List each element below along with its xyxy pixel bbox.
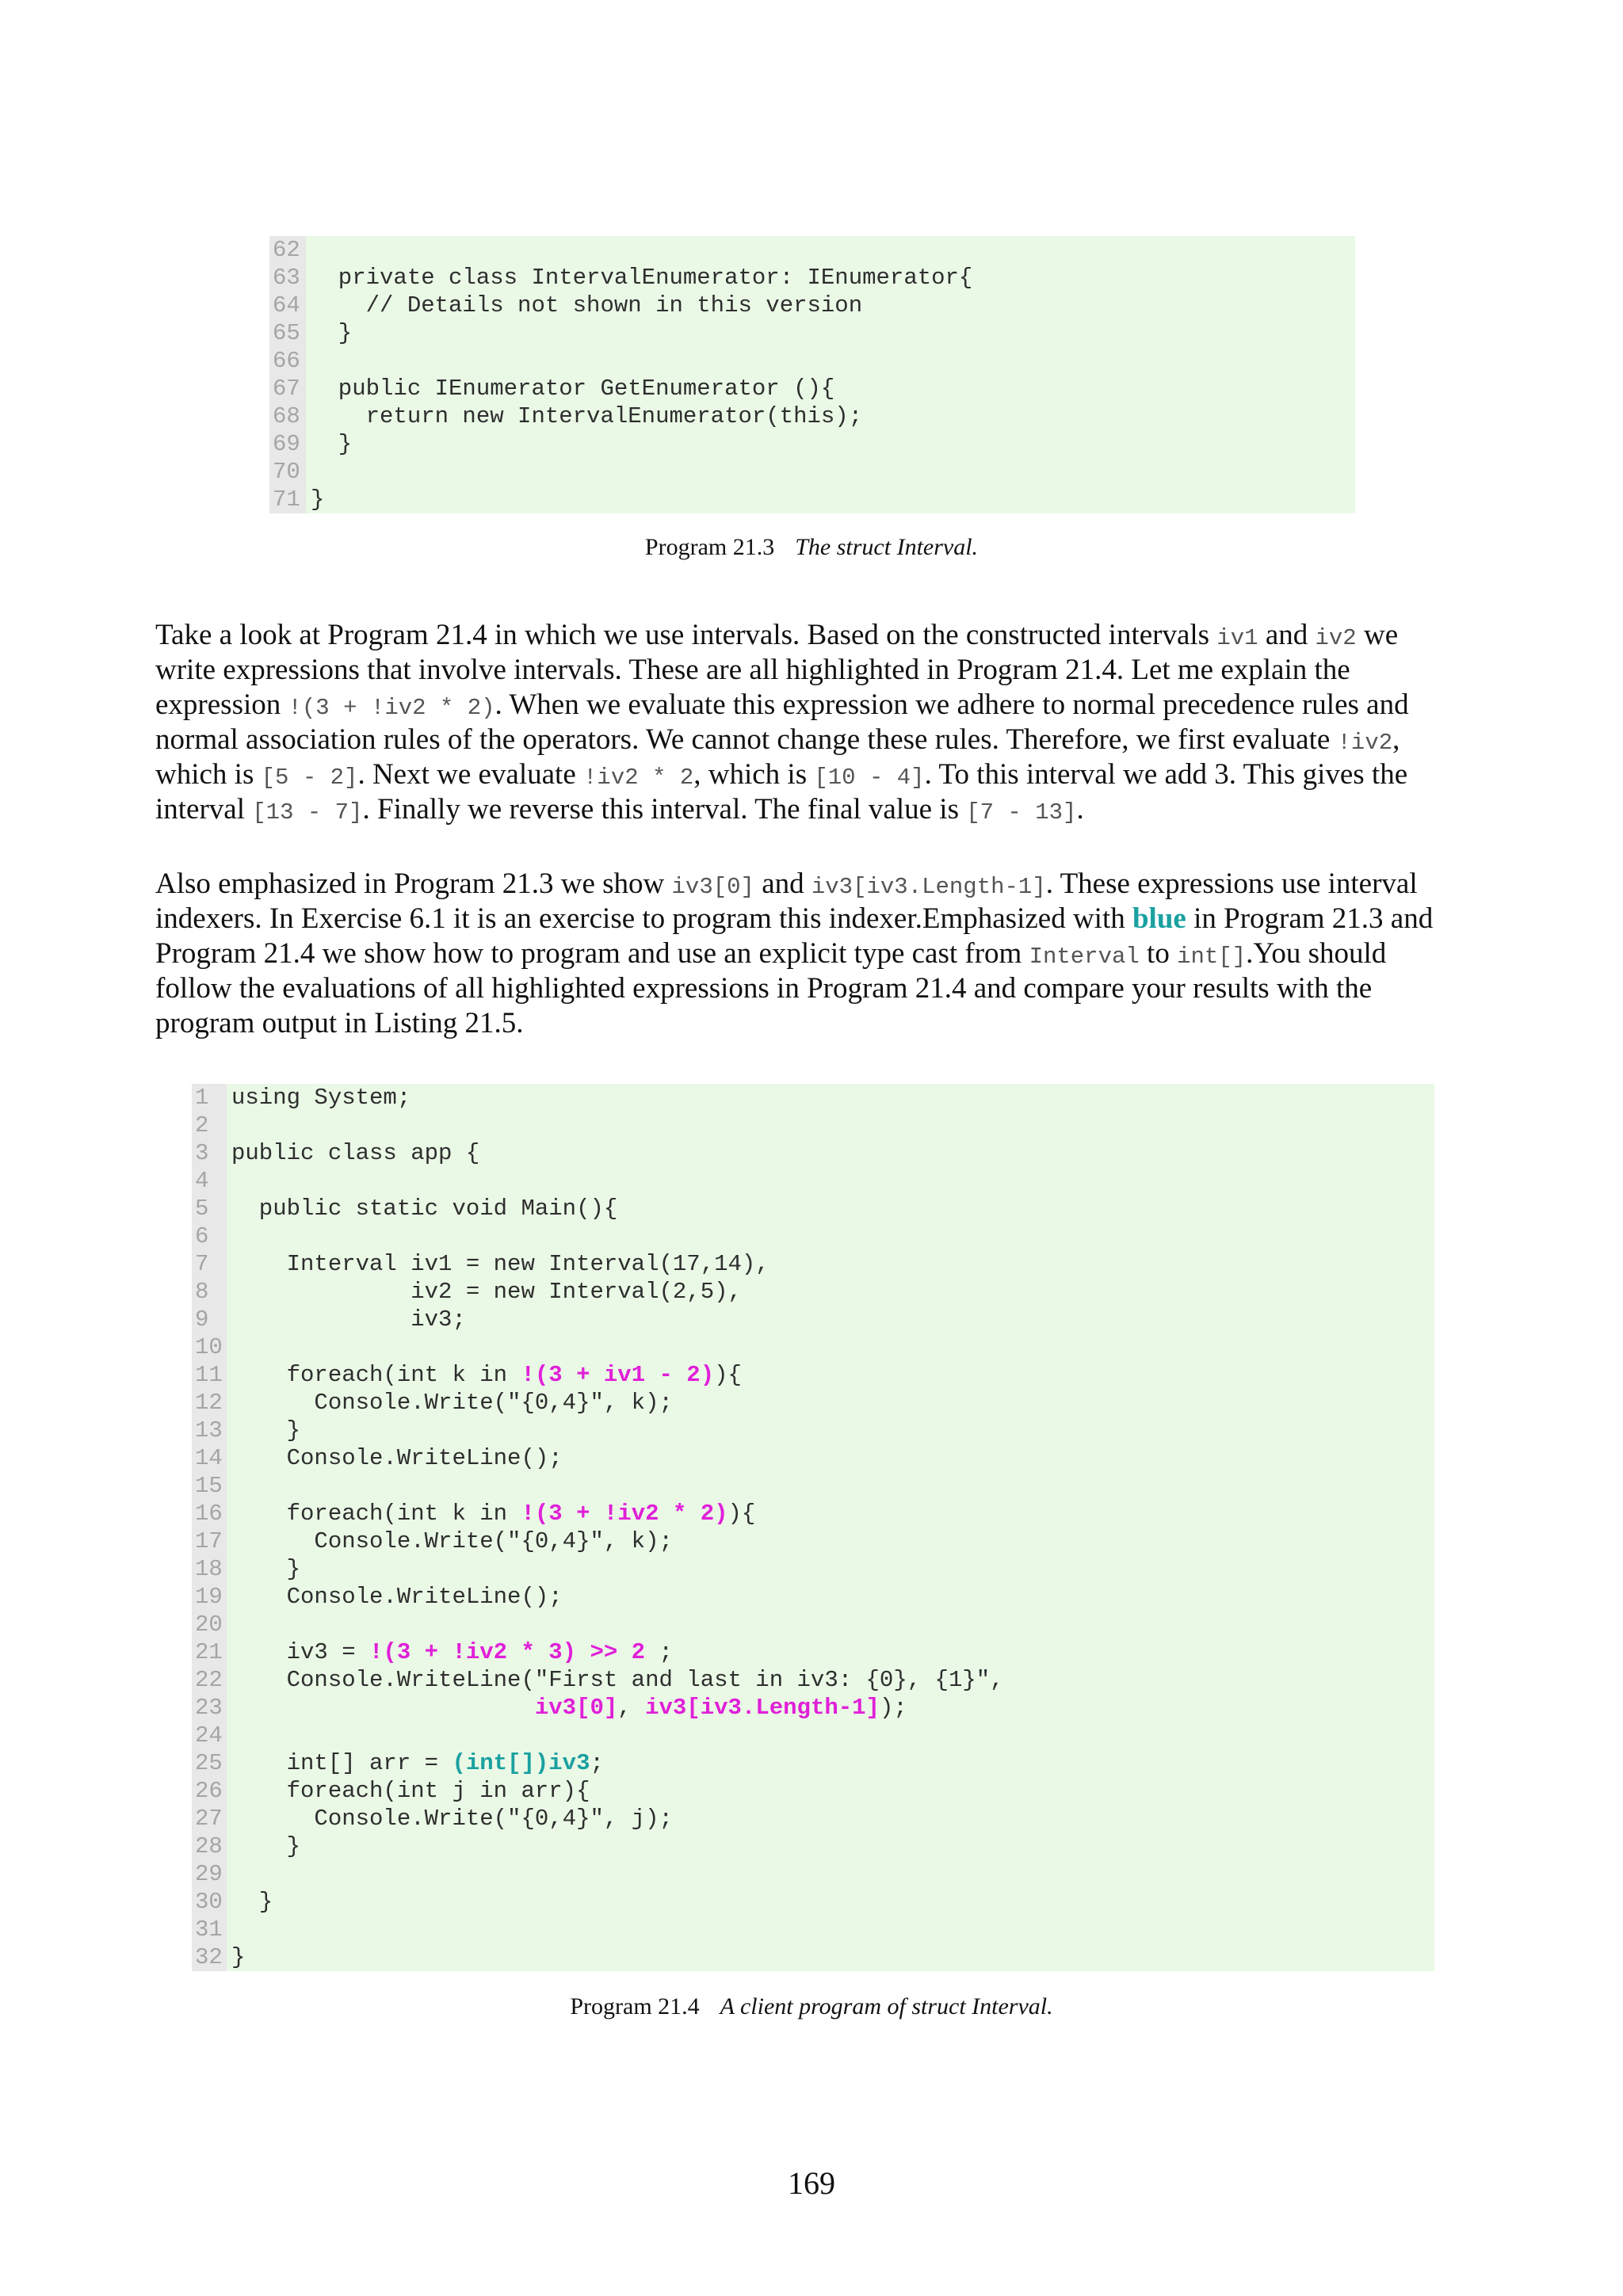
code-line [231,1749,1434,1777]
text-run: expression [155,688,288,721]
code-line [231,1555,1434,1583]
code-text: foreach(int j in arr){ [231,1778,590,1804]
inline-code: Interval [1029,944,1140,970]
line-number: 65 [273,320,300,346]
caption-title: The struct Interval. [795,534,979,560]
code-line [231,1888,1434,1916]
code-line [231,1361,1434,1389]
text-line [155,936,1503,971]
code-text: int[] arr = [231,1750,453,1776]
code-line [311,375,1355,402]
code-text: } [231,1556,301,1582]
highlighted-expression: !(3 + !iv2 * 3) >> 2 [369,1639,646,1665]
text-run: , [1392,723,1400,756]
line-number: 24 [195,1722,223,1749]
line-number: 31 [195,1917,223,1943]
line-number: 29 [195,1861,223,1887]
code-line [231,1611,1434,1638]
line-number: 19 [195,1584,223,1610]
code-line [311,430,1355,458]
code-line [311,319,1355,347]
text-line [155,971,1503,1006]
inline-code: [5 - 2] [261,765,358,791]
code-line [231,1860,1434,1888]
line-number: 2 [195,1112,209,1138]
text-line [155,1006,1503,1041]
program-21-3-code [269,236,1355,513]
code-text: } [311,431,353,457]
text-run: interval [155,793,253,826]
text-run: to [1139,937,1178,970]
code-line [231,1250,1434,1278]
line-number: 27 [195,1806,223,1832]
text-run: . These expressions use interval [1045,868,1418,900]
inline-code: !iv2 [1337,730,1393,756]
code-text: Console.WriteLine(); [231,1445,563,1471]
code-line [231,1167,1434,1195]
line-number: 15 [195,1473,223,1499]
line-numbers [192,1084,227,1971]
line-numbers [269,236,306,513]
line-number: 14 [195,1445,223,1471]
code-text: , [617,1695,646,1721]
code-text: iv3; [231,1306,466,1333]
line-number: 1 [195,1085,209,1111]
inline-code: !(3 + !iv2 * 2) [288,695,495,721]
line-number: 6 [195,1223,209,1249]
line-number: 30 [195,1889,223,1915]
code-text: Console.WriteLine(); [231,1584,563,1610]
code-line [231,1943,1434,1971]
text-run: write expressions that involve intervals. These are all highlighted in Program 21.4. Let me explain the [155,654,1350,686]
text-run: , which is [693,758,815,791]
code-text: ){ [714,1362,742,1388]
inline-code: [7 - 13] [966,799,1077,826]
inline-code: iv3[0] [671,874,754,900]
code-text: } [231,1889,273,1915]
program-21-4-code [192,1084,1434,1971]
code-text: ); [879,1695,907,1721]
code-line [231,1195,1434,1222]
code-line [231,1333,1434,1361]
code-line [231,1805,1434,1833]
inline-code: [10 - 4] [814,765,925,791]
inline-code: !iv2 * 2 [583,765,694,791]
text-line [155,792,1503,827]
text-line [155,902,1503,936]
code-text: } [311,486,325,513]
code-text: public class app { [231,1140,480,1166]
code-text: private class IntervalEnumerator: IEnumerator{ [311,265,973,291]
text-run: . [1076,793,1084,826]
text-run: normal association rules of the operators. We cannot change these rules. Therefore, we first evaluate [155,723,1338,756]
line-number: 17 [195,1528,223,1554]
line-number: 20 [195,1611,223,1638]
text-run: .You should [1246,937,1387,970]
text-run: Program 21.4 we show how to program and use an explicit type cast from [155,937,1029,970]
inline-code: int[] [1177,944,1247,970]
text-run: and [754,868,812,900]
line-number: 7 [195,1251,209,1277]
code-line [311,264,1355,292]
code-line [311,236,1355,264]
code-line [231,1722,1434,1749]
line-number: 32 [195,1944,223,1970]
text-run: follow the evaluations of all highlighted expressions in Program 21.4 and compare your results with the [155,972,1373,1005]
code-line [231,1638,1434,1666]
line-number: 66 [273,348,300,374]
code-line [231,1666,1434,1694]
text-line [155,688,1503,723]
line-number: 69 [273,431,300,457]
code-line [311,347,1355,375]
code-line [311,486,1355,513]
paragraph-1 [155,618,1503,827]
highlighted-expression: !(3 + iv1 - 2) [521,1362,715,1388]
code-line [231,1389,1434,1417]
code-line [231,1444,1434,1472]
code-text: Interval iv1 = new Interval(17,14), [231,1251,769,1277]
caption-label: Program 21.4 [570,1993,700,2019]
code-text: } [231,1417,301,1444]
line-number: 21 [195,1639,223,1665]
code-line [231,1583,1434,1611]
line-number: 11 [195,1362,223,1388]
code-text: Console.WriteLine("First and last in iv3: {0}, {1}", [231,1667,1004,1693]
line-number: 67 [273,376,300,402]
code-text: // Details not shown in this version [311,292,863,318]
line-number: 70 [273,459,300,485]
line-number: 4 [195,1168,209,1194]
text-run: Take a look at Program 21.4 in which we use intervals. Based on the constructed intervals [155,619,1217,651]
code-text [231,1695,535,1721]
code-text: ; [645,1639,673,1665]
line-number: 64 [273,292,300,318]
text-run: in Program 21.3 and [1186,902,1434,935]
code-line [311,402,1355,430]
code-lines [227,1084,1434,1971]
line-number: 26 [195,1778,223,1804]
code-text: foreach(int k in [231,1362,521,1388]
code-line [311,458,1355,486]
program-21-3-caption [0,534,1623,561]
inline-code: [13 - 7] [252,799,363,826]
highlighted-expression: !(3 + !iv2 * 2) [521,1501,728,1527]
code-line [231,1112,1434,1139]
code-text: } [231,1944,246,1970]
line-number: 62 [273,237,300,263]
line-number: 9 [195,1306,209,1333]
text-run: and [1258,619,1316,651]
text-run: . To this interval we add 3. This gives the [924,758,1408,791]
text-run: Also emphasized in Program 21.3 we show [155,868,672,900]
highlighted-expression: iv3[iv3.Length-1] [645,1695,880,1721]
program-21-4-caption [0,1993,1623,2020]
code-text: Console.Write("{0,4}", k); [231,1528,673,1554]
text-line [155,618,1503,653]
text-line [155,757,1503,792]
code-text: iv2 = new Interval(2,5), [231,1279,742,1305]
text-run: we [1356,619,1399,651]
line-number: 22 [195,1667,223,1693]
text-line [155,723,1503,757]
code-line [231,1222,1434,1250]
code-line [231,1306,1434,1333]
code-text: } [231,1833,301,1859]
code-text: ){ [727,1501,756,1527]
code-line [231,1278,1434,1306]
caption-label: Program 21.3 [644,534,775,560]
text-line [155,867,1503,902]
code-line [231,1833,1434,1860]
highlighted-expression: iv3[0] [534,1695,618,1721]
code-text: iv3 = [231,1639,370,1665]
paragraph-2 [155,867,1503,1041]
line-number: 12 [195,1390,223,1416]
code-text: ; [590,1750,604,1776]
line-number: 18 [195,1556,223,1582]
code-line [311,292,1355,319]
line-number: 5 [195,1196,209,1222]
line-number: 63 [273,265,300,291]
code-text: return new IntervalEnumerator(this); [311,403,863,429]
code-text: public static void Main(){ [231,1196,618,1222]
code-lines [306,236,1355,513]
line-number: 68 [273,403,300,429]
text-run: which is [155,758,262,791]
code-text: using System; [231,1085,411,1111]
code-text: } [311,320,353,346]
text-run: . When we evaluate this expression we adhere to normal precedence rules and [495,688,1409,721]
code-line [231,1084,1434,1112]
emphasis-blue: blue [1132,902,1186,935]
line-number: 23 [195,1695,223,1721]
caption-title: A client program of struct Interval. [720,1993,1053,2019]
line-number: 3 [195,1140,209,1166]
text-run: indexers. In Exercise 6.1 it is an exercise to program this indexer.Emphasized with [155,902,1132,935]
text-line [155,653,1503,688]
code-line [231,1777,1434,1805]
type-cast-expression: (int[])iv3 [452,1750,590,1776]
inline-code: iv1 [1216,625,1258,651]
text-run: . Next we evaluate [357,758,584,791]
code-line [231,1500,1434,1527]
code-line [231,1472,1434,1500]
code-text: Console.Write("{0,4}", k); [231,1390,673,1416]
page-number: 169 [788,2165,835,2201]
code-line [231,1916,1434,1943]
inline-code: iv2 [1315,625,1357,651]
code-text: Console.Write("{0,4}", j); [231,1806,673,1832]
inline-code: iv3[iv3.Length-1] [811,874,1046,900]
line-number: 71 [273,486,300,513]
code-text: foreach(int k in [231,1501,521,1527]
code-line [231,1527,1434,1555]
code-line [231,1694,1434,1722]
text-run: program output in Listing 21.5. [155,1007,524,1039]
line-number: 10 [195,1334,223,1360]
text-run: . Finally we reverse this interval. The final value is [362,793,967,826]
code-text: public IEnumerator GetEnumerator (){ [311,376,835,402]
code-line [231,1417,1434,1444]
line-number: 16 [195,1501,223,1527]
line-number: 13 [195,1417,223,1444]
line-number: 25 [195,1750,223,1776]
line-number: 28 [195,1833,223,1859]
code-line [231,1139,1434,1167]
line-number: 8 [195,1279,209,1305]
